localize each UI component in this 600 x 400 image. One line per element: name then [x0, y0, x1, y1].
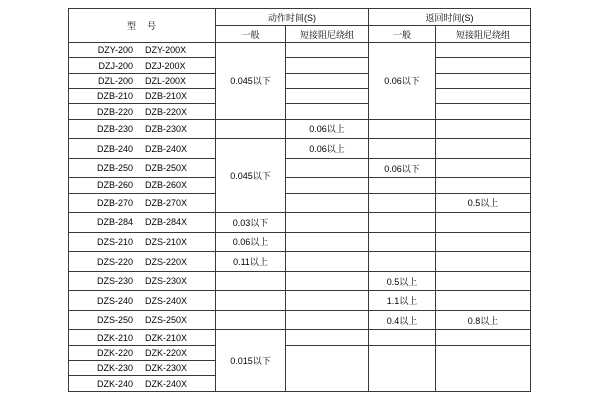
ret-general-cell [369, 252, 436, 272]
model-name: DZK-210X [144, 332, 188, 343]
relay-spec-table [68, 8, 531, 392]
model-name: DZJ-200 [98, 60, 133, 71]
model-name-pair [69, 76, 215, 86]
model-name-pair [69, 45, 215, 55]
model-name: DZK-220 [96, 347, 133, 358]
model-name-pair [69, 315, 215, 325]
model-cell [69, 252, 216, 272]
model-cell [69, 361, 216, 376]
model-name: DZK-220X [144, 347, 188, 358]
model-name-pair [69, 217, 215, 227]
act-general-cell: 0.015以下 [216, 330, 286, 392]
model-cell [69, 376, 216, 392]
model-name-pair [69, 180, 215, 190]
act-general-cell [216, 291, 286, 311]
ret-general-cell [369, 232, 436, 252]
model-name-pair [69, 379, 215, 389]
ret-short-cell: 0.8以上 [436, 310, 531, 330]
model-cell [69, 310, 216, 330]
act-general-cell [216, 310, 286, 330]
model-name: DZY-200X [144, 45, 187, 56]
model-name: DZB-260 [96, 180, 133, 191]
col-header-action-general: 一般 [216, 26, 286, 43]
ret-general-cell [369, 178, 436, 193]
model-cell [69, 89, 216, 104]
table-row [69, 73, 531, 88]
act-short-cell [286, 73, 369, 88]
model-name: DZS-210 [96, 236, 133, 247]
ret-short-cell [436, 178, 531, 193]
model-name: DZS-240X [144, 295, 188, 306]
model-name: DZL-200X [144, 75, 187, 86]
ret-general-cell [369, 119, 436, 139]
ret-short-cell [436, 89, 531, 104]
ret-general-cell: 0.5以上 [369, 271, 436, 291]
ret-short-cell [436, 58, 531, 73]
model-name: DZK-230X [144, 363, 188, 374]
model-name: DZK-240 [96, 378, 133, 389]
model-name: DZS-230X [144, 276, 188, 287]
ret-general-cell [369, 213, 436, 233]
act-general-cell: 0.03以下 [216, 213, 286, 233]
table-row [69, 43, 531, 58]
model-name-pair [69, 333, 215, 343]
act-general-cell: 0.11以上 [216, 252, 286, 272]
model-name: DZB-250X [144, 163, 188, 174]
act-general-cell: 0.045以下 [216, 139, 286, 213]
model-name: DZB-240X [144, 143, 188, 154]
model-cell [69, 58, 216, 73]
table-row [69, 178, 531, 193]
act-short-cell [286, 291, 369, 311]
col-header-model: 型 号 [69, 9, 216, 43]
model-cell [69, 232, 216, 252]
act-short-cell [286, 310, 369, 330]
act-short-cell [286, 158, 369, 178]
model-name: DZB-284X [144, 217, 188, 228]
model-name: DZB-220 [96, 106, 133, 117]
act-short-cell [286, 58, 369, 73]
model-name: DZB-260X [144, 180, 188, 191]
table-row [69, 119, 531, 139]
model-name: DZB-284 [96, 217, 133, 228]
model-cell [69, 330, 216, 345]
col-header-return-general: 一般 [369, 26, 436, 43]
model-name-pair [69, 363, 215, 373]
table-row [69, 193, 531, 213]
ret-general-cell: 0.06以下 [369, 43, 436, 120]
table-row [69, 330, 531, 345]
model-name-pair [69, 107, 215, 117]
act-general-cell [216, 119, 286, 139]
act-short-cell [286, 252, 369, 272]
ret-short-cell [436, 139, 531, 159]
ret-short-cell [436, 213, 531, 233]
act-short-cell [286, 345, 369, 391]
ret-general-cell: 1.1以上 [369, 291, 436, 311]
model-cell [69, 213, 216, 233]
ret-general-cell: 0.4以上 [369, 310, 436, 330]
model-name: DZK-240X [144, 378, 188, 389]
model-name-pair [69, 61, 215, 71]
table-row [69, 58, 531, 73]
model-name-pair [69, 257, 215, 267]
model-cell [69, 139, 216, 159]
model-cell [69, 193, 216, 213]
ret-short-cell [436, 232, 531, 252]
ret-short-cell [436, 271, 531, 291]
model-name: DZS-220X [144, 256, 188, 267]
table-row [69, 232, 531, 252]
table-row [69, 104, 531, 119]
act-short-cell [286, 104, 369, 119]
model-cell [69, 43, 216, 58]
model-name-pair [69, 144, 215, 154]
act-general-cell: 0.06以上 [216, 232, 286, 252]
col-header-return-short-damping: 短接阻尼绕组 [436, 26, 531, 43]
model-name-pair [69, 296, 215, 306]
ret-general-cell [369, 139, 436, 159]
ret-short-cell [436, 252, 531, 272]
table-row [69, 345, 531, 360]
col-header-action-short-damping: 短接阻尼绕组 [286, 26, 369, 43]
header-row-1 [69, 9, 531, 26]
model-cell [69, 73, 216, 88]
table-row [69, 213, 531, 233]
model-name-pair [69, 276, 215, 286]
act-short-cell [286, 232, 369, 252]
col-header-action-time: 动作时间(S) [216, 9, 369, 26]
ret-short-cell [436, 291, 531, 311]
model-name-pair [69, 124, 215, 134]
model-cell [69, 119, 216, 139]
ret-short-cell [436, 43, 531, 58]
ret-short-cell [436, 119, 531, 139]
ret-short-cell: 0.5以上 [436, 193, 531, 213]
model-cell [69, 158, 216, 178]
model-name: DZK-230 [96, 363, 133, 374]
act-short-cell [286, 193, 369, 213]
model-cell [69, 345, 216, 360]
model-name: DZS-250 [96, 315, 133, 326]
model-name: DZB-230X [144, 123, 188, 134]
ret-general-cell [369, 330, 436, 345]
ret-short-cell [436, 345, 531, 391]
act-short-cell [286, 178, 369, 193]
table-row [69, 158, 531, 178]
ret-short-cell [436, 73, 531, 88]
table-row [69, 291, 531, 311]
model-name-pair [69, 237, 215, 247]
act-short-cell: 0.06以上 [286, 139, 369, 159]
table-row [69, 310, 531, 330]
ret-general-cell [369, 193, 436, 213]
table-row [69, 252, 531, 272]
model-cell [69, 271, 216, 291]
col-header-return-time: 返回时间(S) [369, 9, 531, 26]
model-name: DZJ-200X [145, 60, 186, 71]
table-row [69, 89, 531, 104]
model-name: DZB-220X [144, 106, 188, 117]
model-name: DZB-270 [96, 197, 133, 208]
act-short-cell [286, 330, 369, 345]
model-name: DZS-240 [96, 295, 133, 306]
ret-general-cell [369, 345, 436, 391]
model-name: DZB-230 [96, 123, 133, 134]
act-general-cell: 0.045以下 [216, 43, 286, 120]
model-cell [69, 178, 216, 193]
table-row [69, 271, 531, 291]
model-name-pair [69, 198, 215, 208]
model-name: DZB-210X [144, 91, 188, 102]
model-name: DZS-210X [144, 236, 188, 247]
model-name: DZB-270X [144, 197, 188, 208]
ret-short-cell [436, 330, 531, 345]
model-name: DZB-250 [96, 163, 133, 174]
model-cell [69, 291, 216, 311]
model-name: DZB-210 [96, 91, 133, 102]
ret-short-cell [436, 104, 531, 119]
act-short-cell [286, 213, 369, 233]
act-short-cell [286, 43, 369, 58]
model-name: DZS-220 [96, 256, 133, 267]
model-name-pair [69, 163, 215, 173]
model-name-pair [69, 348, 215, 358]
table-header [69, 9, 531, 43]
model-name: DZY-200 [97, 45, 133, 56]
act-short-cell: 0.06以上 [286, 119, 369, 139]
act-general-cell [216, 271, 286, 291]
model-name: DZS-230 [96, 276, 133, 287]
model-name: DZB-240 [96, 143, 133, 154]
act-short-cell [286, 271, 369, 291]
table-row [69, 139, 531, 159]
model-name: DZK-210 [96, 332, 133, 343]
model-name: DZS-250X [144, 315, 188, 326]
model-cell [69, 104, 216, 119]
model-name: DZL-200 [97, 75, 133, 86]
act-short-cell [286, 89, 369, 104]
table-body [69, 43, 531, 392]
ret-short-cell [436, 158, 531, 178]
model-name-pair [69, 91, 215, 101]
ret-general-cell: 0.06以下 [369, 158, 436, 178]
